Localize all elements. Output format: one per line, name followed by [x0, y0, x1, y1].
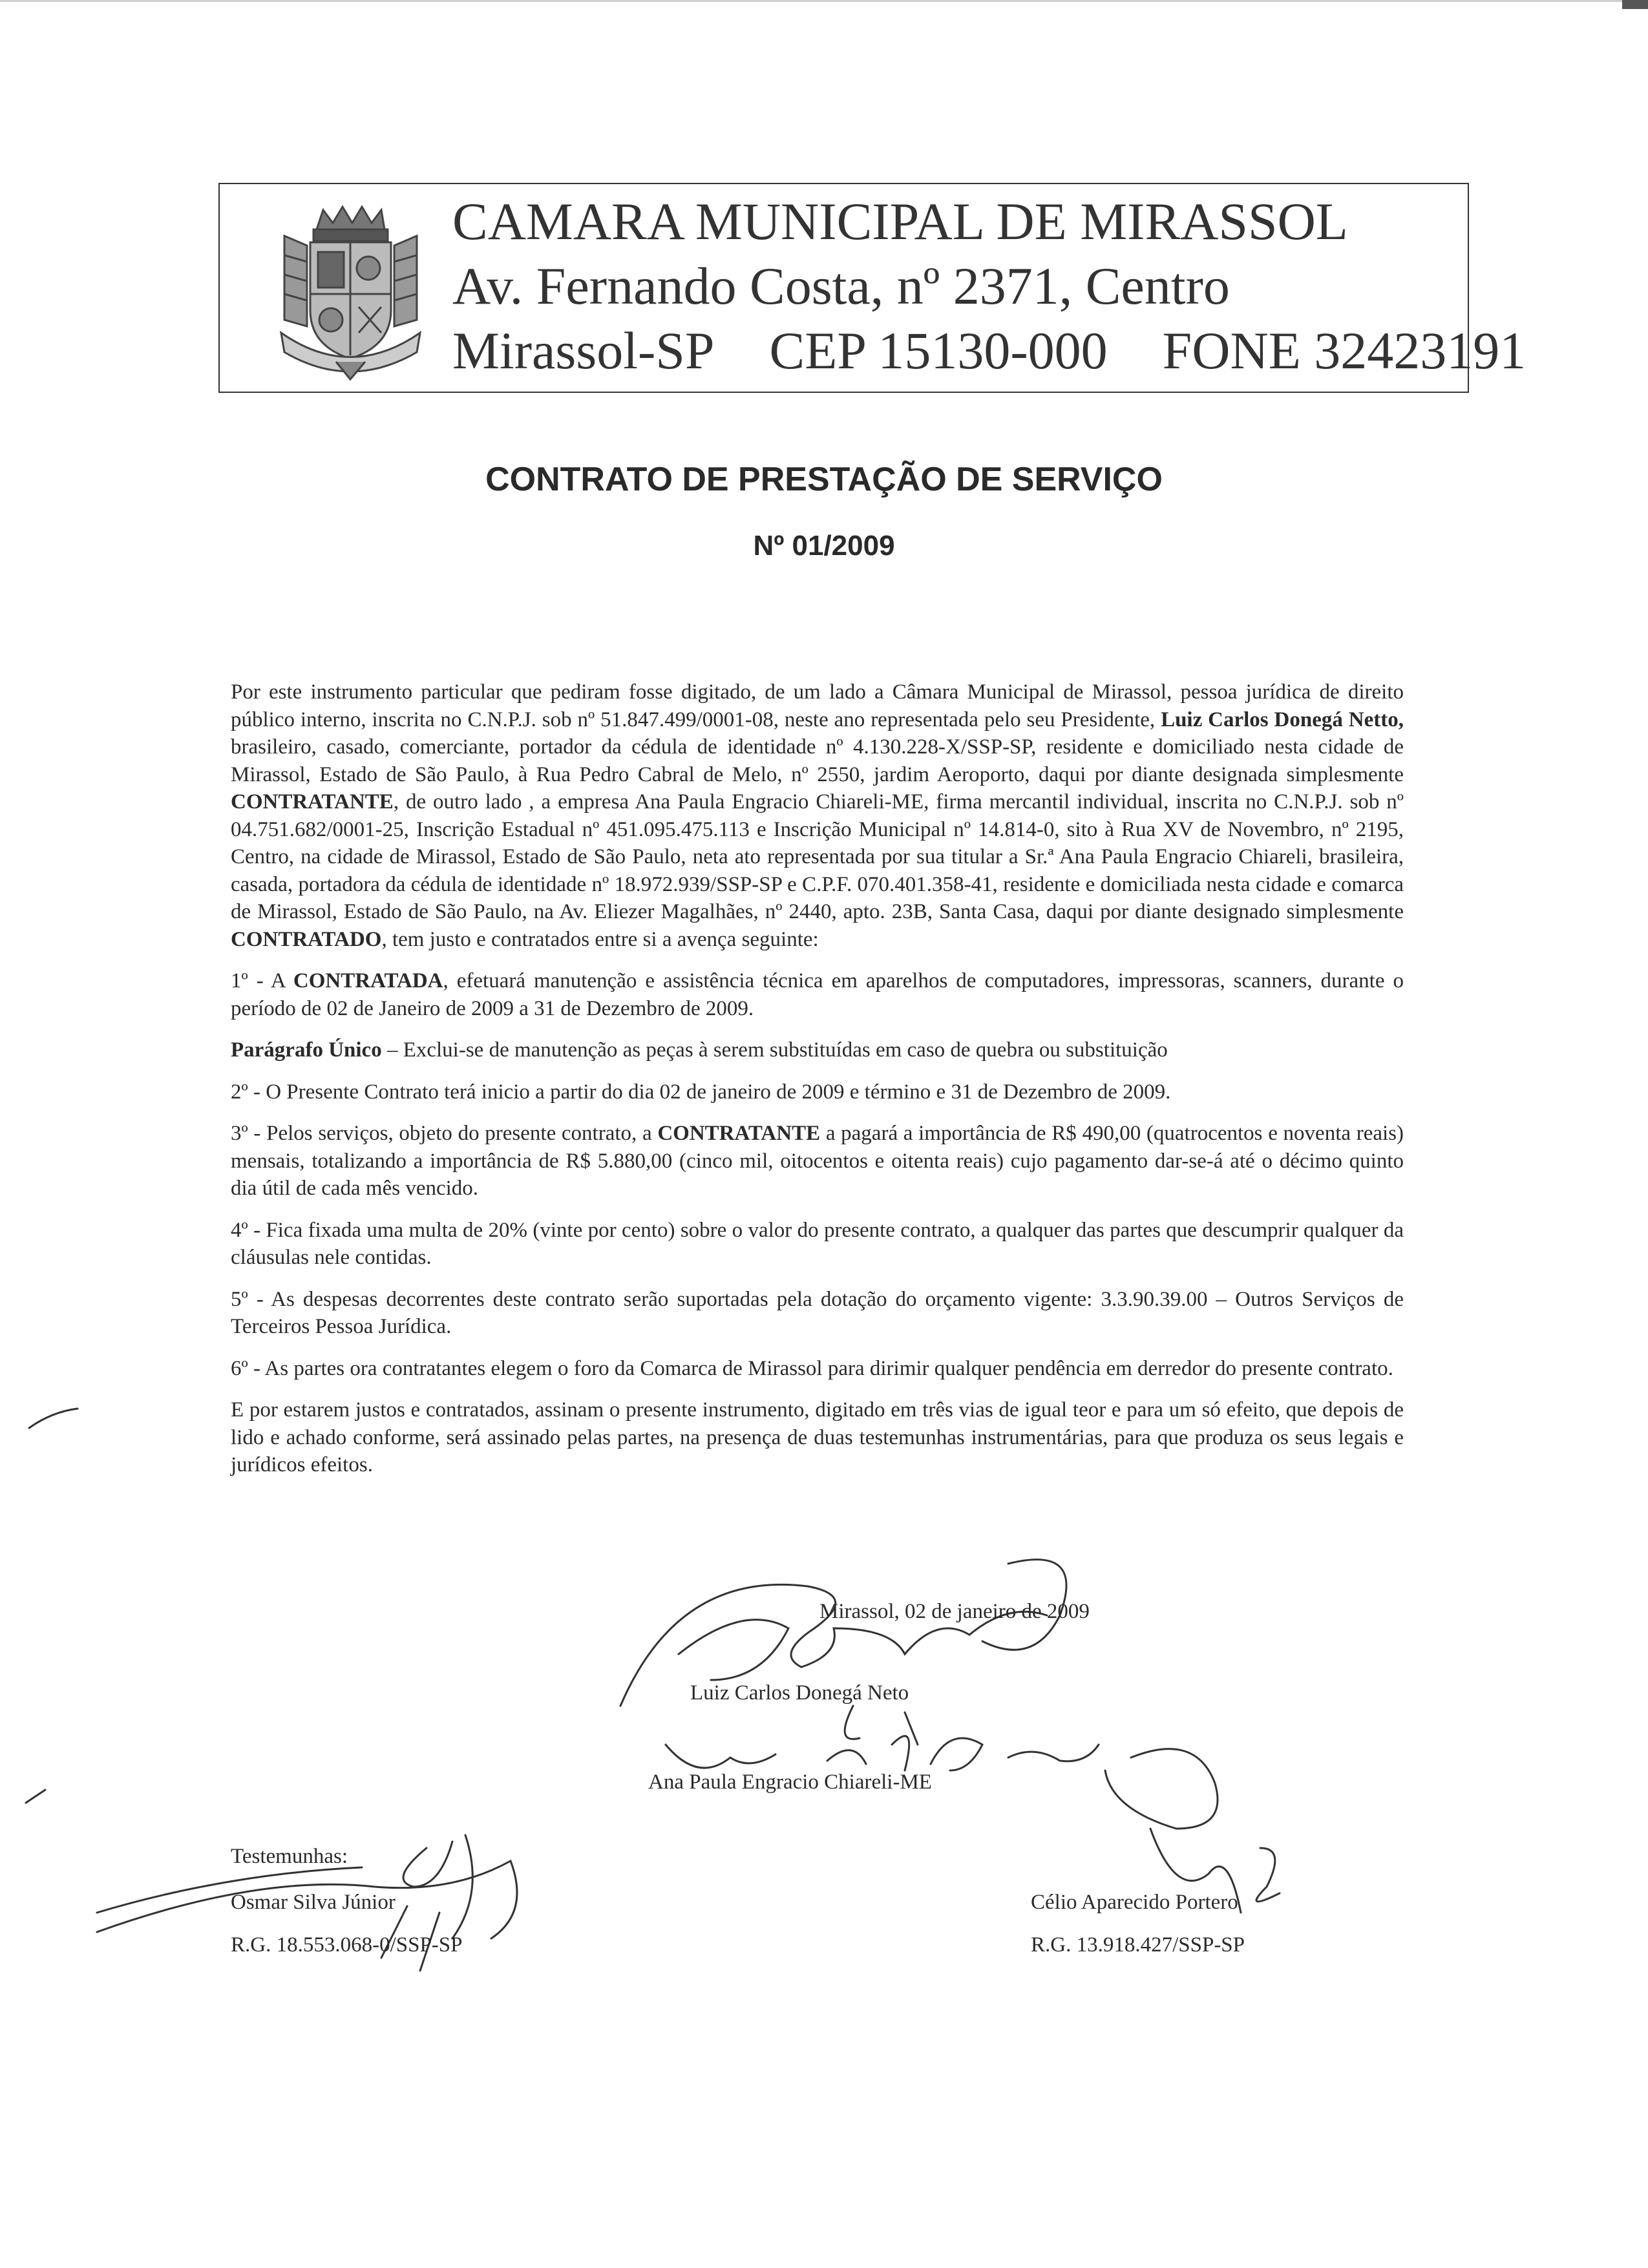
contratante-term: CONTRATANTE	[231, 790, 394, 814]
witness-1-rg: R.G. 18.553.068-0/SSP-SP	[231, 1933, 463, 1957]
contratado-term: CONTRATADO	[231, 927, 382, 951]
letterhead-address: Av. Fernando Costa, nº 2371, Centro	[452, 257, 1230, 315]
paragrafo-unico-text: – Exclui-se de manutenção as peças à serem substituídas em caso de quebra ou substituição	[381, 1038, 1168, 1062]
clause-4: 4º - Fica fixada uma multa de 20% (vinte por cento) sobre o valor do presente contrato, a qualquer das partes que descumprir qualquer da cláusulas nele contidas.	[231, 1218, 1404, 1269]
signer-2-name: Ana Paula Engracio Chiareli-ME	[648, 1770, 932, 1794]
clause-3-a: 3º - Pelos serviços, objeto do presente contrato, a	[231, 1122, 658, 1145]
intro-text-b: brasileiro, casado, comerciante, portador da cédula de identidade nº 4.130.228-X/SSP-SP, residente e domiciliado nesta cidade de Mirassol, Estado de São Paulo, à Rua Pedro Cabral de Melo, nº 2550, jardim Aeroporto, daqui por diante designada simplesmente	[231, 735, 1404, 786]
place-and-date: Mirassol, 02 de janeiro de 2009	[819, 1600, 1090, 1623]
contratada-term: CONTRATADA	[293, 969, 443, 992]
clause-3-contratante: CONTRATANTE	[657, 1122, 821, 1145]
contract-title: CONTRATO DE PRESTAÇÃO DE SERVIÇO	[485, 461, 1163, 498]
letterhead-institution: CAMARA MUNICIPAL DE MIRASSOL	[452, 192, 1348, 251]
clause-3-b: a pagará a importância de R$ 490,00 (quatrocentos e noventa reais) mensais, totalizando a importância de R$ 5.880,00 (cinco mil, oitocentos e oitenta reais) cujo pagamento dar-se-á até o décimo quinto dia útil de cada mês vencido.	[231, 1122, 1404, 1200]
witnesses-label: Testemunhas:	[231, 1845, 348, 1868]
witness-2-name: Célio Aparecido Portero	[1031, 1891, 1238, 1914]
clause-1-a: 1º - A	[231, 969, 293, 992]
letterhead-phone: FONE 32423191	[1162, 321, 1527, 380]
clause-5: 5º - As despesas decorrentes deste contrato serão suportadas pela dotação do orçamento vigente: 3.3.90.39.00 – Outros Serviços de Terceiros Pessoa Jurídica.	[231, 1287, 1404, 1338]
intro-text-c: , de outro lado , a empresa Ana Paula Engracio Chiareli-ME, firma mercantil individual, inscrita no C.N.P.J. sob nº 04.751.682/0001-25, Inscrição Estadual nº 451.095.475.113 e Inscrição Municipal nº 14.814-0, sito à Rua XV de Novembro, nº 2195, Centro, na cidade de Mirassol, Estado de São Paulo, neta ato representada por sua titular a Sr.ª Ana Paula Engracio Chiareli, brasileira, casada, portadora da cédula de identidade nº 18.972.939/SSP-SP e C.P.F. 070.401.358-41, residente e domiciliada nesta cidade e comarca de Mirassol, Estado de São Paulo, na Av. Eliezer Magalhães, nº 2440, apto. 23B, Santa Casa, daqui por diante designado simplesmente	[231, 790, 1404, 923]
witness-2-rg: R.G. 13.918.427/SSP-SP	[1031, 1933, 1245, 1957]
clause-2: 2º - O Presente Contrato terá inicio a partir do dia 02 de janeiro de 2009 e término e 31 de Dezembro de 2009.	[231, 1080, 1171, 1104]
witness-1-name: Osmar Silva Júnior	[231, 1891, 396, 1914]
contract-number: Nº 01/2009	[753, 530, 895, 562]
intro-text-d: , tem justo e contratados entre si a avença seguinte:	[381, 927, 819, 951]
paragrafo-unico-label: Parágrafo Único	[231, 1038, 382, 1062]
clause-6: 6º - As partes ora contratantes elegem o foro da Comarca de Mirassol para dirimir qualquer pendência em derredor do presente contrato.	[231, 1356, 1393, 1380]
signer-1-name: Luiz Carlos Donegá Neto	[690, 1681, 909, 1705]
intro-text-a: Por este instrumento particular que pediram fosse digitado, de um lado a Câmara Municipal de Mirassol, pessoa jurídica de direito público interno, inscrita no C.N.P.J. sob nº 51.847.499/0001-08, neste ano representada pelo seu Presidente,	[231, 680, 1404, 731]
closing-paragraph: E por estarem justos e contratados, assinam o presente instrumento, digitado em três vias de igual teor e para um só efeito, que depois de lido e achado conforme, será assinado pelas partes, na presença de duas testemunhas instrumentárias, para que produza os seus legais e jurídicos efeitos.	[231, 1398, 1404, 1476]
clause-1-b: , efetuará manutenção e assistência técnica em aparelhos de computadores, impressoras, scanners, durante o período de 02 de Janeiro de 2009 a 31 de Dezembro de 2009.	[231, 969, 1404, 1020]
letterhead-city: Mirassol-SP	[452, 321, 715, 380]
letterhead-cep: CEP 15130-000	[769, 321, 1108, 380]
president-name: Luiz Carlos Donegá Netto,	[1161, 708, 1404, 731]
